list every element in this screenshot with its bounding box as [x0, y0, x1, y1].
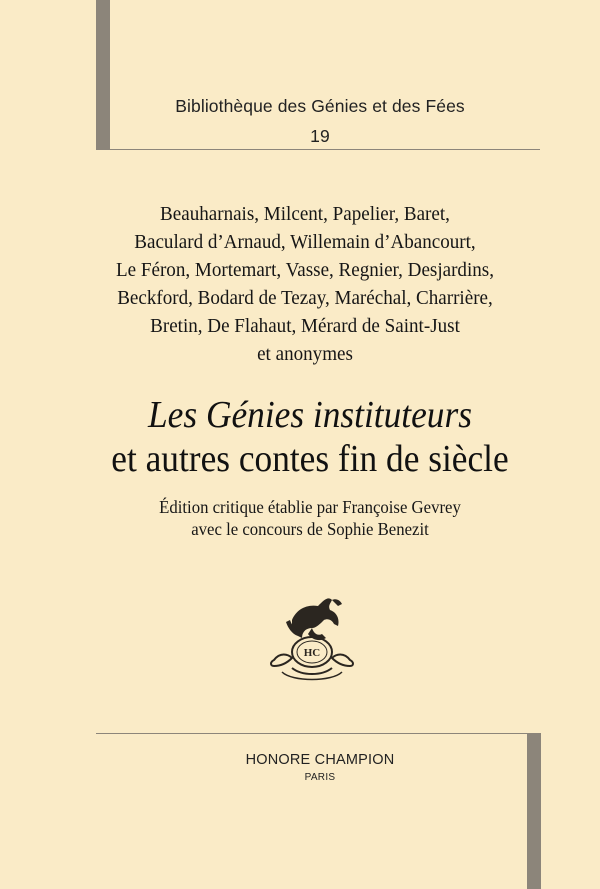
author-line: Baculard d’Arnaud, Willemain d’Abancourt, [134, 231, 476, 253]
author-list [40, 200, 570, 368]
author-line: et anonymes [257, 343, 353, 365]
top-horizontal-rule [108, 149, 540, 150]
publisher-name: HONORE CHAMPION [245, 752, 395, 768]
author-line: Bretin, De Flahaut, Mérard de Saint-Just [150, 315, 460, 337]
series-number: 19 [310, 126, 330, 146]
book-title: Les Génies instituteurs [148, 394, 472, 436]
author-line: Le Féron, Mortemart, Vasse, Regnier, Desjardins, [116, 259, 494, 281]
bottom-vertical-bar [527, 733, 541, 889]
author-line: Beckford, Bodard de Tezay, Maréchal, Charrière, [117, 287, 493, 309]
series-title: Bibliothèque des Génies et des Fées [175, 96, 465, 116]
author-line: Beauharnais, Milcent, Papelier, Baret, [160, 203, 450, 225]
bottom-horizontal-rule [96, 733, 528, 734]
logo-monogram: HC [303, 647, 321, 659]
edition-contributor: avec le concours de Sophie Benezit [191, 519, 429, 539]
rearing-horse-emblem-icon [262, 588, 362, 688]
book-subtitle: et autres contes fin de siècle [111, 438, 509, 480]
edition-credit: Édition critique établie par Françoise Gevrey [159, 497, 461, 517]
top-vertical-bar [96, 0, 110, 150]
publisher-city: PARIS [304, 772, 336, 783]
